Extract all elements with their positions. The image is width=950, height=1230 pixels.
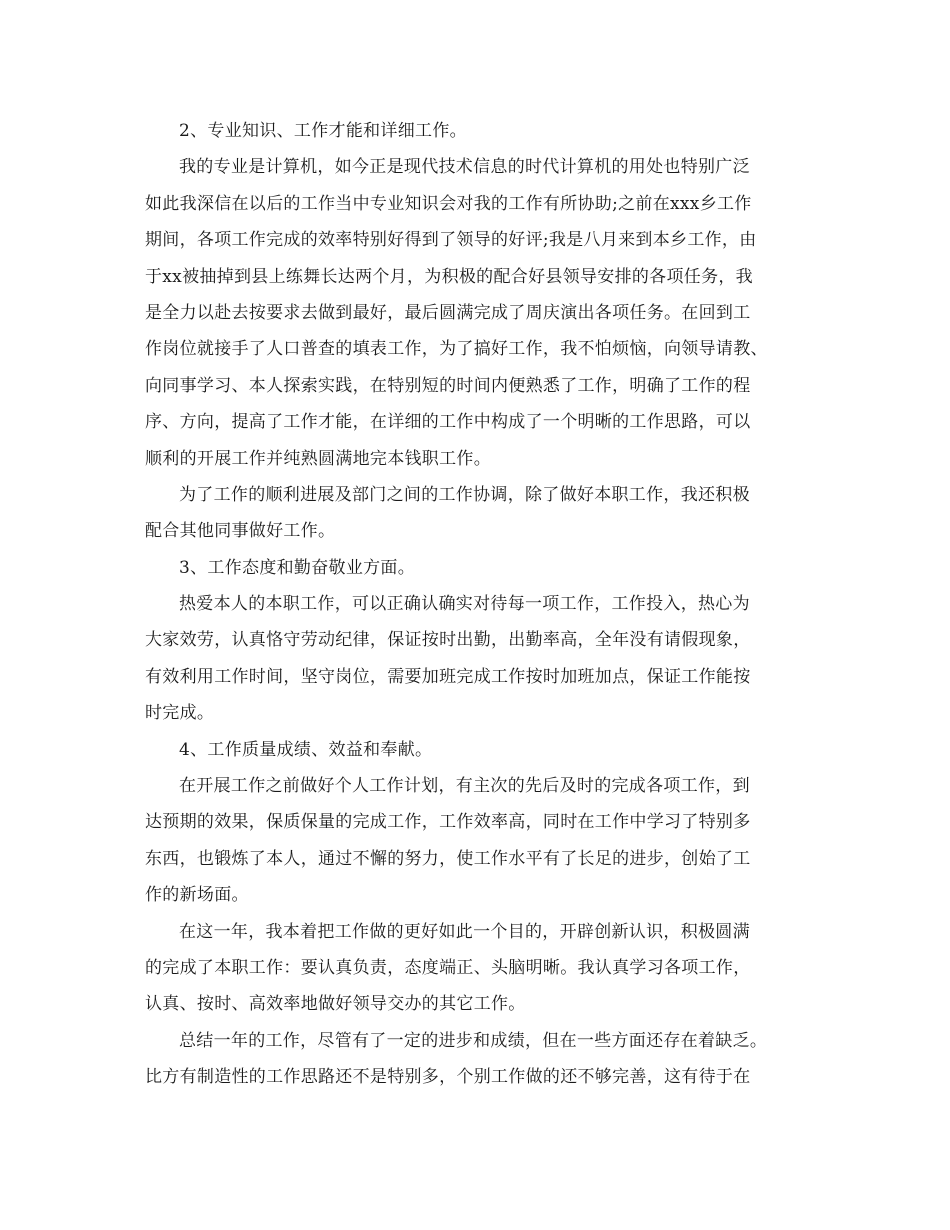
paragraph-line: 如此我深信在以后的工作当中专业知识会对我的工作有所协助;之前在xxx乡工作	[145, 193, 752, 214]
paragraph-line: 在这一年，我本着把工作做的更好如此一个目的，开辟创新认识，积极圆满	[179, 921, 750, 942]
paragraph-line: 达预期的效果，保质保量的完成工作，工作效率高，同时在工作中学习了特别多	[145, 812, 751, 833]
paragraph-line: 为了工作的顺利进展及部门之间的工作协调，除了做好本职工作，我还积极	[179, 484, 750, 505]
paragraph-line: 在开展工作之前做好个人工作计划，有主次的先后及时的完成各项工作，到	[179, 776, 750, 797]
paragraph-line: 序、方向，提高了工作才能，在详细的工作中构成了一个明晰的工作思路，可以	[145, 412, 751, 433]
section-heading: 3、工作态度和勤奋敬业方面。	[179, 557, 416, 578]
paragraph-line: 有效利用工作时间，坚守岗位，需要加班完成工作按时加班加点，保证工作能按	[145, 666, 751, 687]
paragraph-line: 是全力以赴去按要求去做到最好，最后圆满完成了周庆演出各项任务。在回到工	[145, 302, 751, 323]
paragraph-line: 认真、按时、高效率地做好领导交办的其它工作。	[145, 994, 526, 1015]
document-body	[145, 113, 805, 1096]
paragraph-line: 我的专业是计算机，如今正是现代技术信息的时代计算机的用处也特别广泛	[179, 157, 750, 178]
paragraph-line: 期间，各项工作完成的效率特别好得到了领导的好评;我是八月来到本乡工作，由	[145, 230, 757, 251]
paragraph-line: 顺利的开展工作并纯熟圆满地完本钱职工作。	[145, 448, 491, 469]
paragraph-line: 于xx被抽掉到县上练舞长达两个月，为积极的配合好县领导安排的各项任务，我	[145, 266, 753, 287]
paragraph-line: 大家效劳，认真恪守劳动纪律，保证按时出勤，出勤率高，全年没有请假现象，	[145, 630, 751, 651]
paragraph-line: 作岗位就接手了人口普查的填表工作，为了搞好工作，我不怕烦恼，向领导请教、	[145, 339, 768, 360]
section-heading: 2、专业知识、工作才能和详细工作。	[179, 121, 467, 141]
paragraph-line: 的完成了本职工作：要认真负责，态度端正、头脑明晰。我认真学习各项工作，	[145, 957, 751, 978]
paragraph-line: 向同事学习、本人探索实践，在特别短的时间内便熟悉了工作，明确了工作的程	[145, 375, 751, 396]
paragraph-line: 时完成。	[145, 703, 215, 724]
paragraph-line: 总结一年的工作，尽管有了一定的进步和成绩，但在一些方面还存在着缺乏。	[179, 1030, 768, 1051]
paragraph-line: 作的新场面。	[145, 885, 249, 906]
paragraph-line: 东西，也锻炼了本人，通过不懈的努力，使工作水平有了长足的进步，创始了工	[145, 848, 751, 869]
paragraph-line: 配合其他同事做好工作。	[145, 521, 336, 542]
paragraph-line: 热爱本人的本职工作，可以正确认确实对待每一项工作，工作投入，热心为	[179, 594, 750, 615]
paragraph-line: 比方有制造性的工作思路还不是特别多，个别工作做的还不够完善，这有待于在	[145, 1067, 751, 1088]
section-heading: 4、工作质量成绩、效益和奉献。	[179, 739, 433, 760]
